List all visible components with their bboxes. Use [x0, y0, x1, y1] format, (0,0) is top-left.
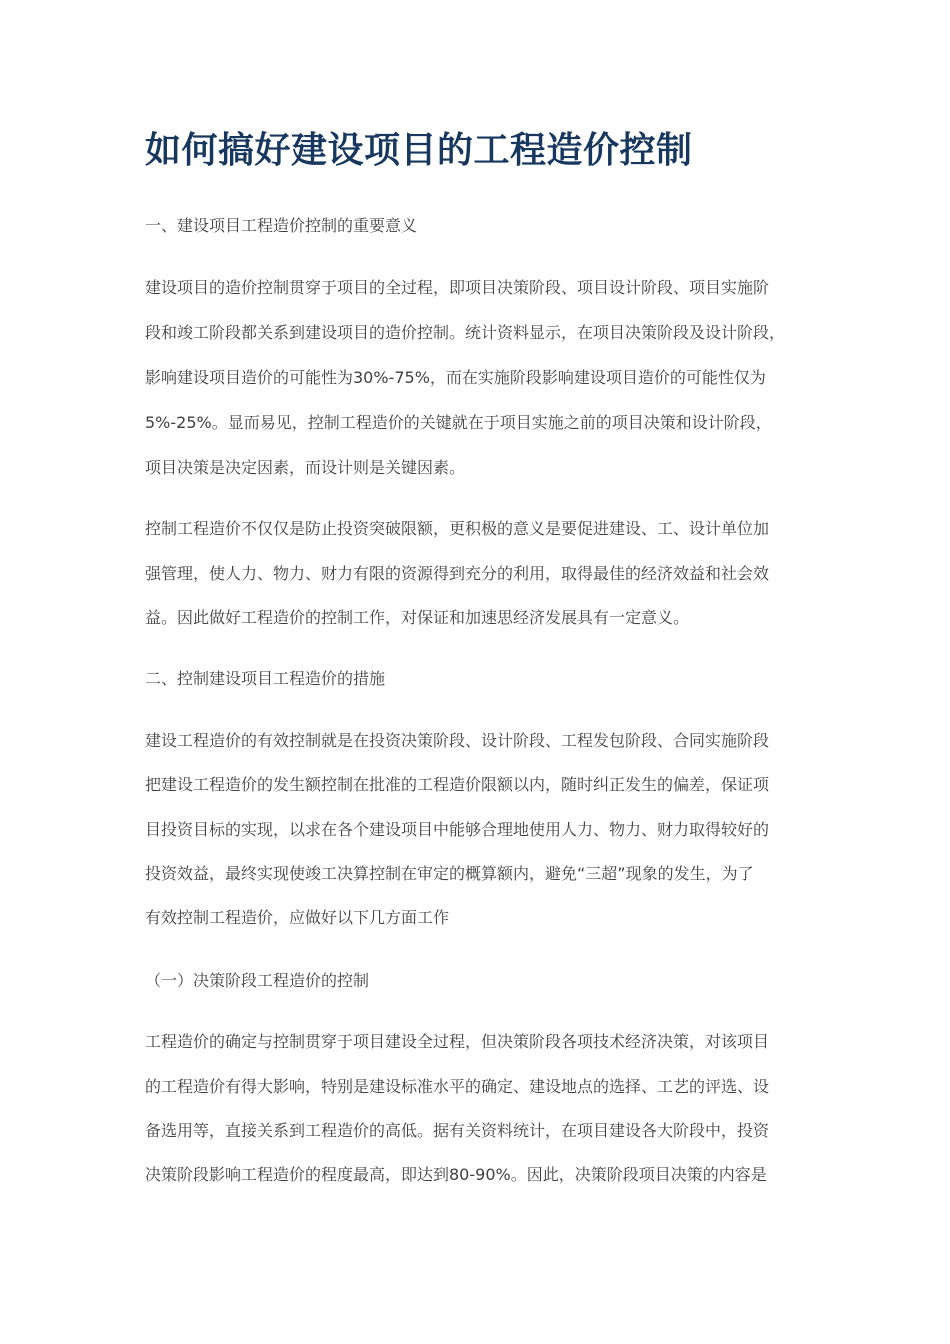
paragraph-line: 有效控制工程造价，应做好以下几方面工作	[145, 908, 450, 927]
paragraph-line: 目投资目标的实现，以求在各个建设项目中能够合理地使用人力、物力、财力取得较好的	[145, 820, 770, 839]
paragraph-line: 5%-25%。显而易见，控制工程造价的关键就在于项目实施之前的项目决策和设计阶段，	[145, 413, 772, 432]
paragraph-line: 的工程造价有得大影响，特别是建设标准水平的确定、建设地点的选择、工艺的评选、设	[145, 1077, 770, 1096]
document-title: 如何搞好建设项目的工程造价控制	[145, 129, 693, 171]
paragraph-line: 控制工程造价不仅仅是防止投资突破限额，更积极的意义是要促进建设、工、设计单位加	[145, 519, 770, 538]
section-heading-3: （一）决策阶段工程造价的控制	[145, 971, 370, 990]
paragraph-line: 工程造价的确定与控制贯穿于项目建设全过程，但决策阶段各项技术经济决策，对该项目	[145, 1032, 770, 1051]
paragraph-line: 建设工程造价的有效控制就是在投资决策阶段、设计阶段、工程发包阶段、合同实施阶段	[145, 731, 770, 750]
paragraph-line: 强管理，使人力、物力、财力有限的资源得到充分的利用，取得最佳的经济效益和社会效	[145, 564, 770, 583]
paragraph-line: 投资效益，最终实现使竣工决算控制在审定的概算额内，避免“三超”现象的发生，为了	[145, 864, 754, 883]
paragraph-line: 备选用等，直接关系到工程造价的高低。据有关资料统计，在项目建设各大阶段中，投资	[145, 1121, 770, 1140]
paragraph-line: 把建设工程造价的发生额控制在批准的工程造价限额以内，随时纠正发生的偏差，保证项	[145, 775, 770, 794]
paragraph-line: 项目决策是决定因素，而设计则是关键因素。	[145, 458, 466, 477]
paragraph-line: 段和竣工阶段都关系到建设项目的造价控制。统计资料显示，在项目决策阶段及设计阶段，	[145, 323, 786, 342]
section-heading-1: 一、建设项目工程造价控制的重要意义	[145, 216, 418, 235]
paragraph-line: 影响建设项目造价的可能性为30%-75%，而在实施阶段影响建设项目造价的可能性仅为	[145, 368, 766, 387]
section-heading-2: 二、控制建设项目工程造价的措施	[145, 669, 386, 688]
paragraph-line: 决策阶段影响工程造价的程度最高，即达到80-90%。因此，决策阶段项目决策的内容是	[145, 1165, 767, 1184]
paragraph-line: 建设项目的造价控制贯穿于项目的全过程，即项目决策阶段、项目设计阶段、项目实施阶	[145, 278, 770, 297]
paragraph-line: 益。因此做好工程造价的控制工作，对保证和加速思经济发展具有一定意义。	[145, 608, 690, 627]
